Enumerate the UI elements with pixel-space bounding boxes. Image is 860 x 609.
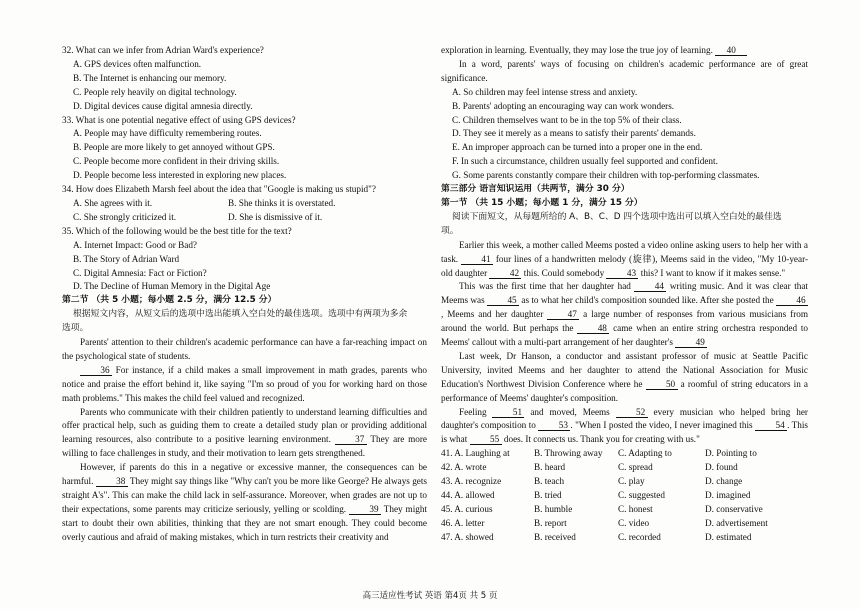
q34-option-a: A. She agrees with it.	[73, 197, 153, 208]
opt-47-a[interactable]: 47. A. showed	[441, 531, 494, 542]
blank-37[interactable]: 37	[335, 434, 367, 445]
cloze-text-7: as to what her child's composition sounded like. After she posted the	[519, 295, 776, 306]
options-44	[441, 489, 808, 503]
opt-43-a[interactable]: 43. A. recognize	[441, 476, 502, 487]
cloze-text-17: . This is what	[441, 420, 809, 445]
q34-option-c: C. She strongly criticized it.	[73, 211, 177, 222]
blank-52[interactable]: 52	[616, 407, 648, 418]
opt-43-c[interactable]: C. play	[618, 476, 645, 487]
opt-45-d[interactable]: D. conservative	[705, 503, 763, 514]
cloze-text-15: every musician who helped bring her daughter's composition to	[441, 406, 808, 431]
blank-48[interactable]: 48	[577, 323, 609, 334]
opt-45-c[interactable]: C. honest	[618, 503, 653, 514]
section1-title: 第一节 （共 15 小题；每小题 1 分，满分 15 分）	[441, 197, 643, 208]
options-45	[441, 503, 808, 517]
q33-option-d: D. People become less interested in exploring new places.	[73, 170, 287, 181]
blank-41[interactable]: 41	[461, 254, 493, 265]
passage-paragraph-4	[62, 461, 427, 544]
paragraph-4-text-a: However, if parents do this in a negative or excessive manner, the consequences can be harmful.	[62, 462, 427, 487]
opt-42-b[interactable]: B. heard	[534, 462, 566, 473]
blank-42[interactable]: 42	[489, 268, 521, 279]
section1-instruction-cont: 项。	[441, 225, 459, 236]
q34-options-row1	[62, 197, 427, 211]
q33-option-b: B. People are more likely to get annoyed without GPS.	[73, 142, 275, 153]
option-d: D. They see it merely as a means to satisfy their parents' demands.	[452, 128, 696, 139]
cloze-text-8: , Meems and her daughter	[441, 309, 548, 320]
blank-45[interactable]: 45	[487, 295, 519, 306]
opt-47-c[interactable]: C. recorded	[618, 531, 661, 542]
blank-51[interactable]: 51	[492, 407, 524, 418]
opt-42-a[interactable]: 42. A. wrote	[441, 462, 487, 473]
cloze-text-14: and moved, Meems	[524, 406, 616, 417]
section2-instruction-cont: 选项。	[62, 323, 89, 334]
opt-46-a[interactable]: 46. A. letter	[441, 517, 485, 528]
paragraph-3-text-b: They are more willing to face challenges in study, and their motivation to learn gets strengthened.	[62, 434, 427, 459]
q32-option-b: B. The Internet is enhancing our memory.	[73, 72, 227, 83]
opt-44-b[interactable]: B. tried	[534, 490, 562, 500]
blank-46[interactable]: 46	[776, 295, 808, 306]
question-35: 35. Which of the following would be the best title for the text?	[62, 225, 292, 236]
blank-47[interactable]: 47	[547, 309, 579, 320]
option-a: A. So children may feel intense stress and anxiety.	[452, 86, 638, 97]
question-33: 33. What is one potential negative effect of using GPS devices?	[62, 114, 296, 125]
q32-option-a: A. GPS devices often malfunction.	[73, 58, 202, 69]
answer-options	[441, 447, 808, 544]
passage-continuation	[441, 44, 808, 58]
cloze-text-16: . "When I posted the video, I never imagined this	[570, 420, 756, 431]
section1-instruction: 阅读下面短文，从每题所给的 A、B、C、D 四个选项中选出可以填入空白处的最佳选	[452, 211, 782, 222]
q34-option-d: D. She is dismissive of it.	[228, 211, 323, 222]
cloze-paragraph-4	[441, 406, 808, 448]
opt-44-a[interactable]: 44. A. allowed	[441, 490, 495, 500]
opt-45-b[interactable]: B. humble	[534, 503, 573, 514]
cloze-text-3: this. Could somebody	[521, 267, 607, 278]
blank-39[interactable]: 39	[349, 504, 381, 515]
opt-42-c[interactable]: C. spread	[618, 462, 653, 473]
paragraph-3-text-a: Parents who communicate with their children patiently to understand learning difficulties and offer practical help, such as guiding them to create a detailed study plan or providing additional learning resources, also contribute to a positive learning environment.	[62, 406, 427, 445]
opt-44-d[interactable]: D. imagined	[705, 490, 751, 500]
section2-instruction: 根据短文内容，从短文后的选项中选出能填入空白处的最佳选项。选项中有两项为多余	[73, 309, 408, 320]
q34-option-b: B. She thinks it is overstated.	[228, 197, 336, 208]
blank-55[interactable]: 55	[470, 434, 502, 445]
passage-paragraph-5: In a word, parents' ways of focusing on children's academic performance are of great significance.	[441, 58, 808, 83]
options-47	[441, 531, 808, 545]
blank-36[interactable]: 36	[80, 365, 112, 376]
q33-option-c: C. People become more confident in their driving skills.	[73, 156, 280, 167]
cloze-text-13: Feeling	[459, 406, 493, 417]
continuation-text: exploration in learning. Eventually, they may lose the true joy of learning.	[441, 45, 713, 55]
options-41	[441, 447, 808, 461]
blank-44[interactable]: 44	[634, 281, 666, 292]
opt-41-a[interactable]: 41. A. Laughing at	[441, 448, 510, 459]
opt-41-c[interactable]: C. Adapting to	[618, 448, 672, 459]
blank-53[interactable]: 53	[538, 420, 570, 431]
options-43	[441, 475, 808, 489]
cloze-text-18: does. It connects us. Thank you for creating with us."	[501, 434, 700, 445]
q32-option-c: C. People rely heavily on digital technology.	[73, 86, 237, 97]
part3-title: 第三部分 语言知识运用（共两节，满分 30 分）	[441, 184, 630, 195]
cloze-text-11: Last week, Dr Hanson, a conductor and assistant professor of music at Seattle Pacific University, invited Meems and her daughter to attend the National Association for Music Education's Northwest Division Conference where he	[441, 350, 808, 389]
blank-43[interactable]: 43	[606, 268, 638, 279]
passage-paragraph-3	[62, 406, 427, 462]
cloze-text-9: a large number of responses from various musicians from around the world. But perhaps the	[441, 309, 808, 334]
cloze-text-4: this? I want to know if it makes sense."	[638, 267, 786, 278]
passage-paragraph-1: Parents' attention to their children's academic performance can have a far-reaching impact on the psychological state of students.	[62, 337, 427, 361]
opt-46-c[interactable]: C. video	[618, 517, 650, 528]
opt-47-b[interactable]: B. received	[534, 531, 576, 542]
q35-option-b: B. The Story of Adrian Ward	[73, 253, 180, 264]
blank-54[interactable]: 54	[755, 420, 787, 431]
blank-50[interactable]: 50	[646, 379, 678, 390]
paragraph-2-text: For instance, if a child makes a small improvement in math grades, parents who notice and praise the effort behind it, like saying "I'm so proud of you for working hard on those math problems." This makes the child feel valued and recognized.	[62, 364, 427, 403]
option-e: E. An improper approach can be turned into a proper one in the end.	[452, 142, 703, 153]
cloze-text-6: writing music. And it was clear that Meems was	[441, 281, 808, 306]
cloze-text-2: four lines of a handwritten melody (旋律), Meems said in the video, "My 10-year-old daughter	[441, 253, 809, 278]
opt-42-d[interactable]: D. found	[705, 462, 738, 473]
question-34: 34. How does Elizabeth Marsh feel about the idea that "Google is making us stupid"?	[62, 184, 376, 195]
option-c: C. Children themselves want to be in the top 5% of their class.	[452, 114, 682, 125]
opt-45-a[interactable]: 45. A. curious	[441, 503, 493, 514]
question-32: 32. What can we infer from Adrian Ward's experience?	[62, 45, 264, 55]
opt-47-d[interactable]: D. estimated	[705, 531, 752, 542]
cloze-text-10: came when an entire string orchestra responded to Meems' callout with a multi-part arrangement of her daughter's	[441, 323, 808, 348]
cloze-text-12: a roomful of string educators in a performance of Meems' daughter's composition.	[441, 378, 808, 403]
option-g: G. Some parents constantly compare their children with top-performing classmates.	[452, 170, 760, 181]
option-f: F. In such a circumstance, children usually feel supported and confident.	[452, 156, 718, 167]
cloze-paragraph-3	[441, 350, 808, 406]
q35-option-c: C. Digital Amnesia: Fact or Fiction?	[73, 267, 207, 278]
paragraph-4-text-c: They might start to doubt their own abilities, thinking that they are not smart enough. They could become overly cautious and afraid of making mistakes, which in turn restricts their creativity and	[62, 503, 427, 542]
cloze-paragraph-2	[441, 280, 808, 350]
opt-41-d[interactable]: D. Pointing to	[705, 448, 757, 459]
q33-option-a: A. People may have difficulty remembering routes.	[73, 128, 262, 139]
q35-option-a: A. Internet Impact: Good or Bad?	[73, 239, 197, 250]
opt-43-d[interactable]: D. change	[705, 476, 743, 487]
page-footer: 高三适应性考试 英语 第4页 共 5 页	[362, 591, 498, 601]
section2-title: 第二节 （共 5 小题；每小题 2.5 分，满分 12.5 分）	[62, 295, 277, 306]
cloze-text-1: Earlier this week, a mother called Meems posted a video online asking users to help her with a task.	[441, 239, 808, 264]
q34-options-row2	[62, 211, 427, 225]
options-42	[441, 461, 808, 475]
option-b: B. Parents' adopting an encouraging way can work wonders.	[452, 100, 675, 111]
passage-paragraph-2	[62, 364, 427, 406]
opt-46-b[interactable]: B. report	[534, 517, 567, 528]
blank-49[interactable]: 49	[675, 337, 707, 348]
blank-40[interactable]: 40	[715, 45, 747, 56]
q35-option-d: D. The Decline of Human Memory in the Digital Age	[73, 281, 271, 292]
opt-44-c[interactable]: C. suggested	[618, 490, 665, 500]
left-column	[62, 44, 427, 545]
opt-41-b[interactable]: B. Throwing away	[534, 448, 603, 459]
q32-option-d: D. Digital devices cause digital amnesia directly.	[73, 100, 253, 111]
paragraph-4-text-b: They might say things like "Why can't you be more like George? He always gets straight A's". This can make the child lack in self-assurance. Moreover, when grades are not up to their expectations, some parents may criticize seriously, yelling or scolding.	[62, 476, 427, 514]
opt-46-d[interactable]: D. advertisement	[705, 517, 768, 528]
cloze-text-5: This was the first time that her daughter had	[459, 281, 635, 292]
opt-43-b[interactable]: B. teach	[534, 476, 565, 487]
cloze-paragraph-1	[441, 239, 808, 281]
right-column	[441, 44, 808, 545]
options-46	[441, 517, 808, 531]
blank-38[interactable]: 38	[96, 476, 128, 487]
